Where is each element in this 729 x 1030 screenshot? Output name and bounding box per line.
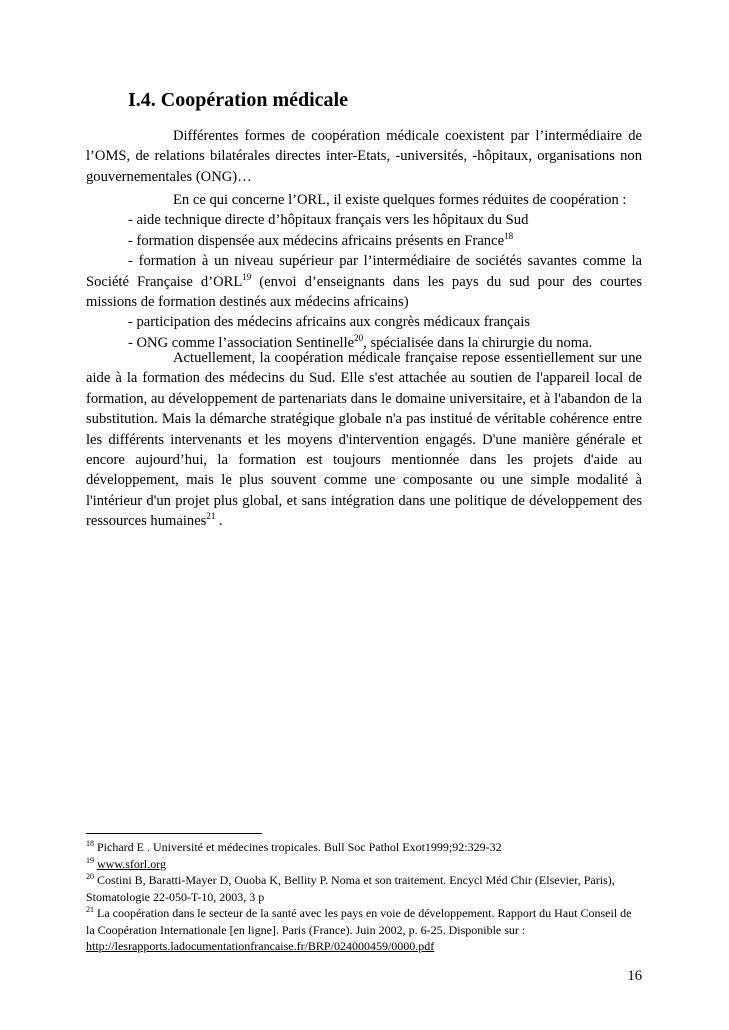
- cooperation-item-2-text: - formation dispensée aux médecins africains présents en France: [128, 232, 505, 249]
- paragraph-3: [86, 348, 642, 532]
- footnote-19: [86, 856, 642, 873]
- cooperation-item-3-text-a: - formation à un niveau supérieur par l’intermédiaire de sociétés savantes comme la Société Française d’ORL: [86, 253, 642, 290]
- cooperation-item-2: [86, 231, 642, 251]
- footnote-number: 19: [86, 855, 94, 865]
- footnote-18: [86, 839, 642, 856]
- footnote-text: Pichard E . Université et médecines tropicales. Bull Soc Pathol Exot1999;92:329-32: [97, 840, 502, 854]
- footnotes: [86, 839, 642, 955]
- cooperation-item-5-text-a: - ONG comme l’association Sentinelle: [128, 334, 355, 351]
- paragraph-3-text: Actuellement, la coopération médicale française repose essentiellement sur une aide à la formation des médecins du Sud. Elle s'est attachée au soutien de l'appareil local de formation, au développement de partenariats dans le domaine universitaire, et à l'abandon de la substitution. Mais la démarche stratégique globale n'a pas institué de véritable cohérence entre les différents intervenants et les moyens d'intervention engagés. D'une manière générale et encore aujourd’hui, la formation est toujours mentionnée dans les projets d'aide au développement, mais le plus souvent comme une composante ou une simple modalité à l'intérieur d'un projet plus global, et sans intégration dans une politique de développement des ressources humaines: [86, 350, 642, 530]
- footnote-ref-20: 20: [354, 332, 364, 343]
- footnote-link-sforl[interactable]: www.sforl.org: [97, 856, 166, 871]
- footnote-21: [86, 905, 642, 955]
- footnote-separator: [86, 833, 262, 834]
- cooperation-item-3: [86, 251, 642, 312]
- footnote-number: 20: [86, 872, 94, 881]
- paragraph-2: [86, 190, 642, 353]
- footnote-20: [86, 872, 642, 905]
- paragraph-2-intro: En ce qui concerne l’ORL, il existe quelques formes réduites de coopération :: [173, 192, 627, 208]
- footnote-number: 18: [86, 839, 94, 848]
- cooperation-item-3-text-b: (envoi d’enseignants dans les pays du sud pour des courtes missions de formation destinés aux médecins africains): [86, 273, 643, 311]
- footnote-ref-21: 21: [206, 511, 216, 522]
- footnote-text: Costini B, Baratti-Mayer D, Ouoba K, Bellity P. Noma et son traitement. Encycl Méd Chir (Elsevier, Paris), Stomatologie 22-050-T-10, 2003, 3 p: [86, 873, 615, 904]
- footnote-number: 21: [86, 905, 94, 914]
- footnote-ref-19: 19: [242, 271, 252, 282]
- paragraph-3-end: .: [215, 513, 223, 530]
- cooperation-item-5-text-b: , spécialisée dans la chirurgie du noma.: [363, 334, 593, 351]
- footnote-text: La coopération dans le secteur de la santé avec les pays en voie de développement. Rapport du Haut Conseil de la Coopération Internationale [en ligne]. Paris (France). Juin 2002, p. 6-25. Disponible sur :: [86, 906, 632, 937]
- cooperation-item-4: - participation des médecins africains aux congrès médicaux français: [128, 314, 530, 331]
- footnote-ref-18: 18: [504, 230, 514, 241]
- page-number: 16: [627, 968, 642, 984]
- paragraph-1: Différentes formes de coopération médicale coexistent par l’intermédiaire de l’OMS, de relations bilatérales directes inter-Etats, -universités, -hôpitaux, organisations non gouvernementales (ONG)…: [86, 128, 642, 185]
- section-heading: I.4. Coopération médicale: [128, 89, 348, 111]
- footnote-link-report[interactable]: http://lesrapports.ladocumentationfrancaise.fr/BRP/024000459/0000.pdf: [86, 939, 435, 953]
- cooperation-item-1: - aide technique directe d’hôpitaux français vers les hôpitaux du Sud: [128, 212, 529, 229]
